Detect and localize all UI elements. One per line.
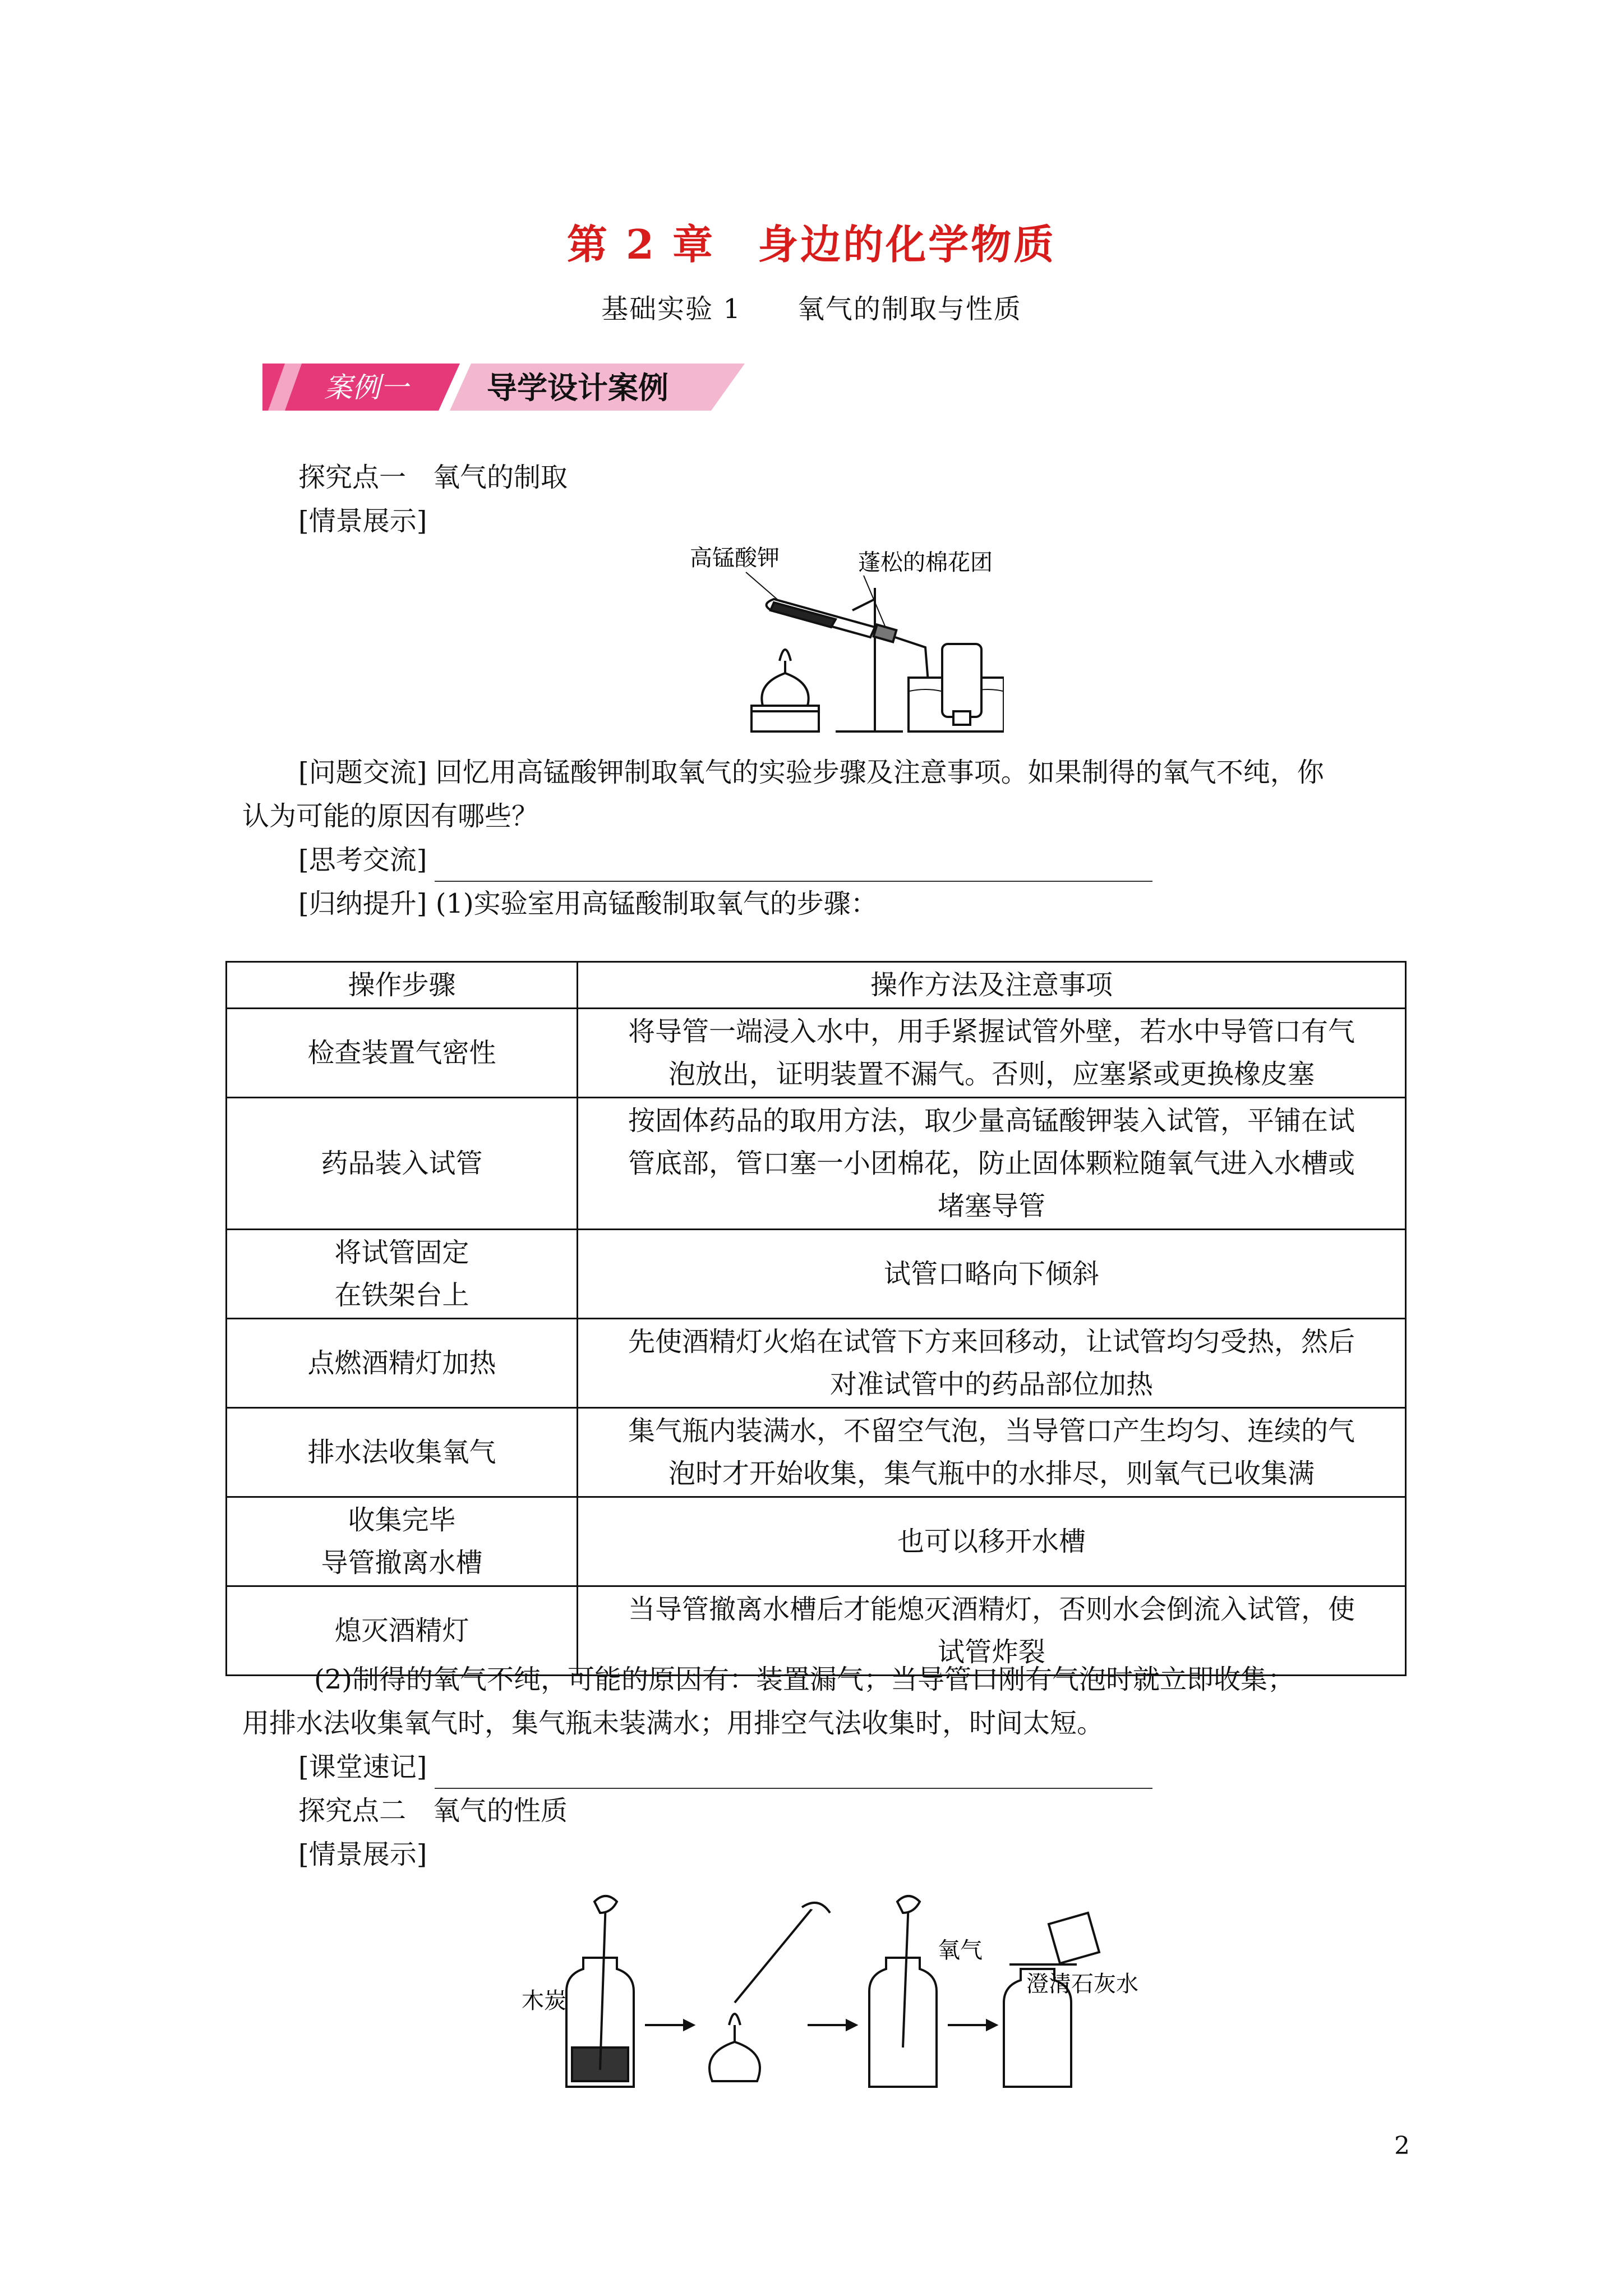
table-row xyxy=(227,1098,1406,1230)
case-title: 导学设计案例 xyxy=(487,370,668,406)
table-header-row xyxy=(227,962,1406,1009)
case-label: 案例一 xyxy=(324,371,408,404)
table-row xyxy=(227,1230,1406,1319)
case-banner-graphic xyxy=(262,364,745,411)
question-line-1: [问题交流] 回忆用高锰酸钾制取氧气的实验步骤及注意事项。如果制得的氧气不纯，你 xyxy=(298,757,1324,788)
step-cell: 将试管固定 在铁架台上 xyxy=(227,1230,578,1319)
method-cell: 先使酒精灯火焰在试管下方来回移动，让试管均匀受热，然后 对准试管中的药品部位加热 xyxy=(578,1319,1406,1408)
method-cell: 按固体药品的取用方法，取少量高锰酸钾装入试管，平铺在试 管底部，管口塞一小团棉花，防止固体颗粒随氧气进入水槽或 堵塞导管 xyxy=(578,1098,1406,1230)
think-answer-line[interactable] xyxy=(435,856,1152,882)
step-cell: 点燃酒精灯加热 xyxy=(227,1319,578,1408)
step-cell: 药品装入试管 xyxy=(227,1098,578,1230)
reason-line-2: 用排水法收集氧气时，集气瓶未装满水；用排空气法收集时，时间太短。 xyxy=(242,1708,1104,1739)
table-row xyxy=(227,1408,1406,1497)
step-cell: 排水法收集氧气 xyxy=(227,1408,578,1497)
class-notes xyxy=(298,1745,1152,1789)
think-label: [思考交流] xyxy=(298,844,427,876)
method-cell: 当导管撤离水槽后才能熄灭酒精灯，否则水会倒流入试管，使 试管炸裂 xyxy=(578,1586,1406,1676)
charcoal-combustion-figure xyxy=(522,1890,1172,2098)
part2-scene-label: [情景展示] xyxy=(298,1839,427,1870)
table-header-step: 操作步骤 xyxy=(227,962,578,1009)
notes-answer-line[interactable] xyxy=(435,1763,1152,1789)
step-cell: 检查装置气密性 xyxy=(227,1009,578,1098)
part1-heading: 探究点一 氧气的制取 xyxy=(298,462,568,493)
table-header-method: 操作方法及注意事项 xyxy=(578,962,1406,1009)
step-cell: 收集完毕 导管撤离水槽 xyxy=(227,1497,578,1586)
part2-heading: 探究点二 氧气的性质 xyxy=(298,1795,568,1826)
think-exchange xyxy=(298,838,1152,882)
table-row xyxy=(227,1319,1406,1408)
oxygen-label: 氧气 xyxy=(938,1938,983,1963)
chapter-title: 第 2 章 身边的化学物质 xyxy=(566,220,1057,268)
question-line-2: 认为可能的原因有哪些？ xyxy=(242,800,539,832)
method-cell: 将导管一端浸入水中，用手紧握试管外壁，若水中导管口有气 泡放出，证明装置不漏气。否则，应塞紧或更换橡皮塞 xyxy=(578,1009,1406,1098)
notes-label: [课堂速记] xyxy=(298,1751,427,1783)
table-row xyxy=(227,1497,1406,1586)
page-number: 2 xyxy=(1394,2132,1410,2160)
charcoal-label: 木炭 xyxy=(522,1988,566,2014)
method-cell: 集气瓶内装满水，不留空气泡，当导管口产生均匀、连续的气 泡时才开始收集，集气瓶中的水排尽，则氧气已收集满 xyxy=(578,1408,1406,1497)
summary-intro: [归纳提升] (1)实验室用高锰酸制取氧气的步骤： xyxy=(298,888,878,919)
reason-line-1: (2)制得的氧气不纯，可能的原因有：装置漏气；当导管口刚有气泡时就立即收集； xyxy=(314,1664,1294,1695)
part1-scene-label: [情景展示] xyxy=(298,505,427,537)
cotton-label: 蓬松的棉花团 xyxy=(858,550,993,576)
method-cell: 也可以移开水槽 xyxy=(578,1497,1406,1586)
steps-table xyxy=(225,961,1407,1676)
case-banner xyxy=(262,364,745,411)
kmno4-heating-apparatus-figure xyxy=(690,543,1004,739)
reagent-label: 高锰酸钾 xyxy=(690,545,780,571)
table-row xyxy=(227,1009,1406,1098)
step-cell: 熄灭酒精灯 xyxy=(227,1586,578,1676)
limewater-label: 澄清石灰水 xyxy=(1026,1971,1138,1997)
method-cell: 试管口略向下倾斜 xyxy=(578,1230,1406,1319)
section-title: 基础实验 1 氧气的制取与性质 xyxy=(601,293,1022,325)
